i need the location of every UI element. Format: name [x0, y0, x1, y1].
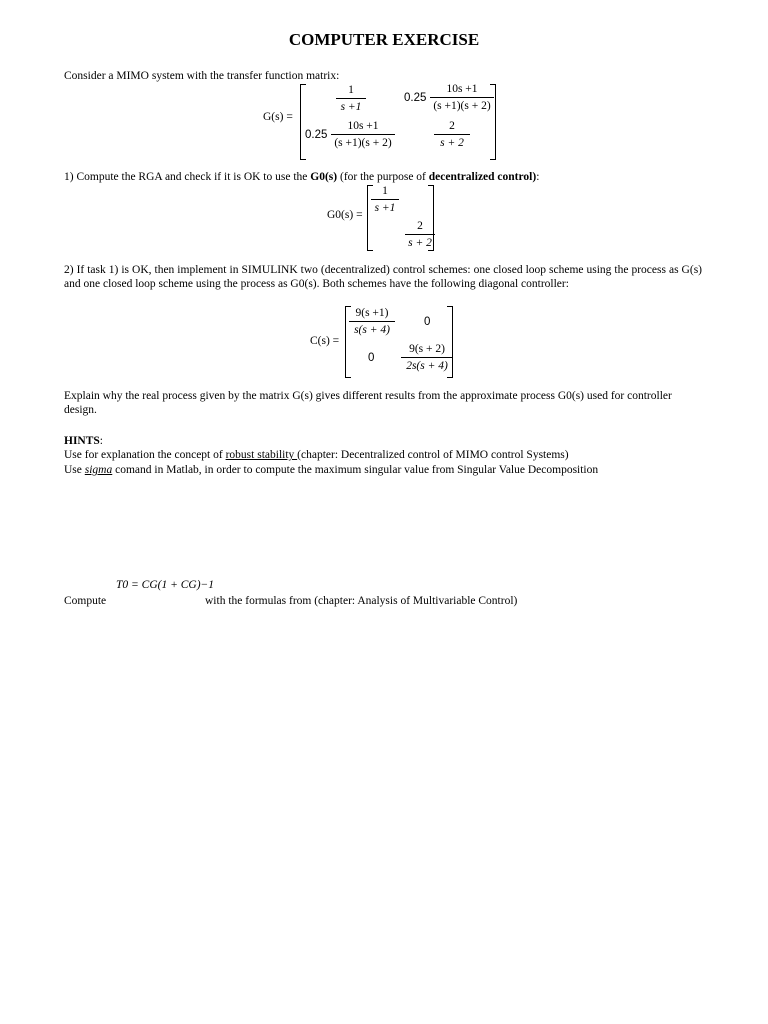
hint-line-1: Use for explanation the concept of robust stability (chapter: Decentralized control of MIMO control Systems)	[64, 449, 569, 461]
compute-prefix: Compute	[64, 595, 107, 607]
matrix-g-a11: 1 s +1	[336, 84, 366, 113]
formula-t0: T0 = CG(1 + CG)−1	[116, 579, 215, 591]
matrix-g0-a22: 2 s + 2	[405, 220, 435, 249]
matrix-g-a21-coef: 0.25	[305, 129, 328, 141]
matrix-g-a12: 10s +1 (s +1)(s + 2)	[430, 83, 494, 112]
intro-text: Consider a MIMO system with the transfer function matrix:	[64, 70, 340, 82]
explain-text: Explain why the real process given by the matrix G(s) gives different results from the approximate process G0(s) used for controller design.	[64, 390, 672, 416]
hint-line-2: Use sigma comand in Matlab, in order to compute the maximum singular value from Singular Value Decomposition	[64, 464, 599, 476]
matrix-g-a21: 10s +1 (s +1)(s + 2)	[331, 120, 395, 149]
page-title: COMPUTER EXERCISE	[288, 30, 480, 49]
matrix-g0-lhs: G0(s) =	[327, 209, 363, 221]
sigma-term: sigma	[84, 464, 113, 476]
matrix-c-lhs: C(s) =	[310, 335, 340, 347]
matrix-c-a11: 9(s +1) s(s + 4)	[349, 307, 395, 336]
robust-stability-term: robust stability	[225, 449, 298, 461]
matrix-c-a22: 9(s + 2) 2s(s + 4)	[401, 343, 453, 372]
matrix-g-a22: 2 s + 2	[434, 120, 470, 149]
task-2-text: 2) If task 1) is OK, then implement in SIMULINK two (decentralized) control schemes: one closed loop scheme using the process as G(s) and one closed loop scheme using the process as G0(s). Both schemes have the following diagonal controller:	[64, 264, 702, 290]
matrix-c-a12: 0	[424, 316, 431, 328]
matrix-g0-a11: 1 s +1	[371, 185, 399, 214]
matrix-c-a21: 0	[368, 352, 375, 364]
matrix-g-a12-coef: 0.25	[404, 92, 427, 104]
compute-suffix: with the formulas from (chapter: Analysis of Multivariable Control)	[205, 595, 518, 607]
matrix-g-lhs: G(s) =	[263, 111, 293, 123]
matrix-g-left-bracket	[300, 84, 306, 160]
hints-heading: HINTS:	[64, 435, 103, 447]
task-1-text: 1) Compute the RGA and check if it is OK to use the G0(s) (for the purpose of decentralized control):	[64, 171, 540, 183]
